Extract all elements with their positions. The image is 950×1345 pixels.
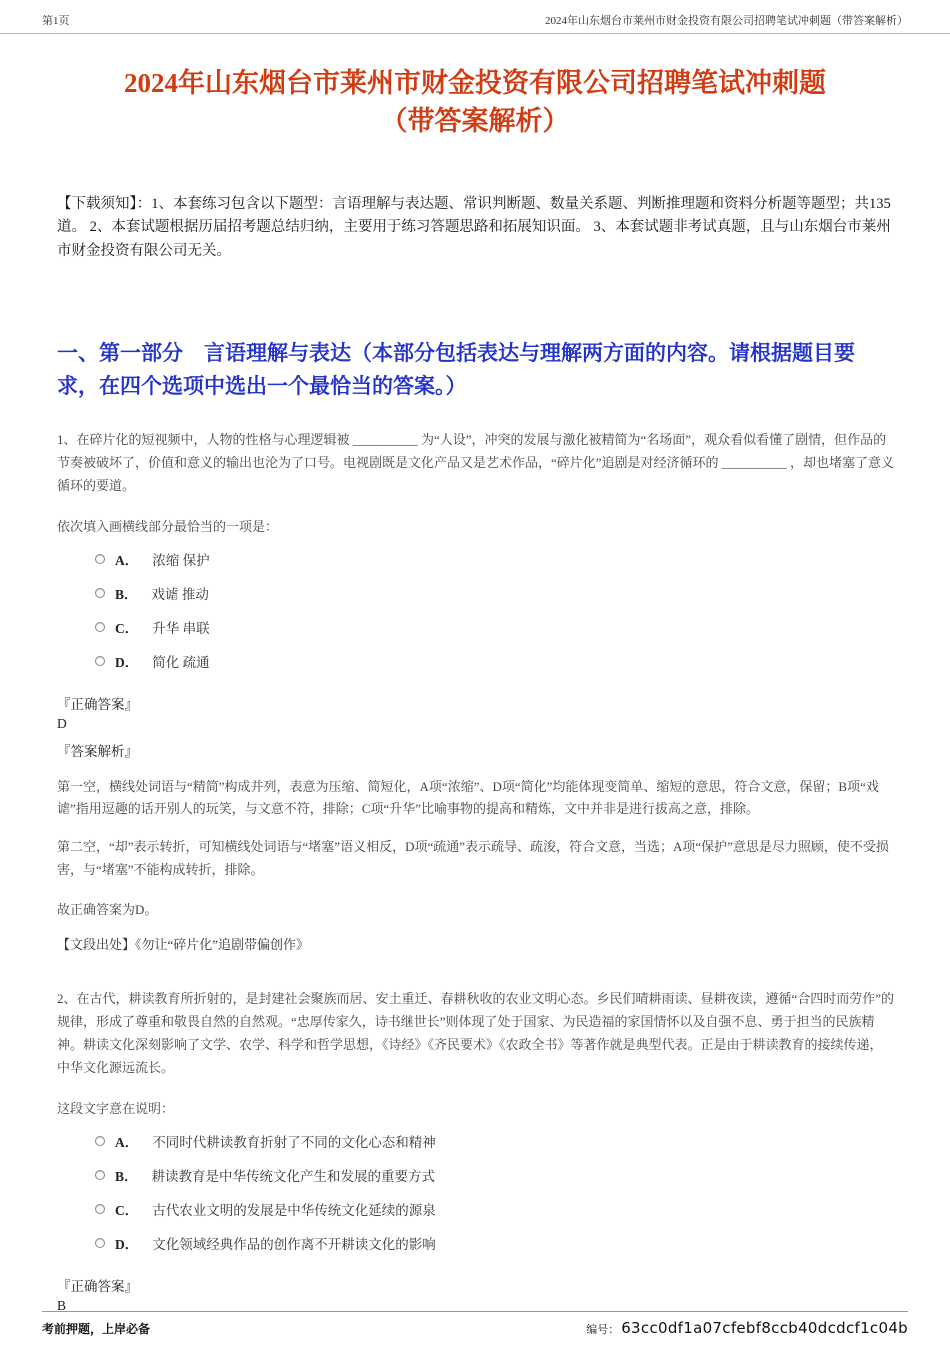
footer-code	[586, 1319, 908, 1337]
option-letter: B．	[115, 586, 138, 602]
question-prompt: 这段文字意在说明：	[57, 1100, 175, 1116]
option-row-a	[95, 549, 895, 569]
option-text: 古代农业文明的发展是中华传统文化延续的源泉	[152, 1202, 436, 1218]
radio-button[interactable]	[95, 622, 105, 632]
page-footer	[42, 1311, 908, 1337]
option-letter: A．	[115, 1134, 139, 1150]
section-heading: 一、第一部分 言语理解与表达（本部分包括表达与理解两方面的内容。请根据题目要求，在四个选项中选出一个最恰当的答案。）	[57, 341, 855, 398]
correct-answer-value: B	[57, 1297, 67, 1313]
option-letter: D．	[115, 654, 139, 670]
passage-source: 【文段出处】《勿让“碎片化”追剧带偏创作》	[57, 937, 310, 953]
header-doc-title: 2024年山东烟台市莱州市财金投资有限公司招聘笔试冲刺题（带答案解析）	[545, 15, 908, 27]
radio-button[interactable]	[95, 588, 105, 598]
option-row-d	[95, 651, 895, 671]
radio-button[interactable]	[95, 1170, 105, 1180]
option-text: 戏谑 推动	[151, 586, 209, 602]
analysis-paragraph: 第二空，“却”表示转折，可知横线处词语与“堵塞”语义相反，D项“疏通”表示疏导、疏浚，符合文意，当选；A项“保护”意思是尽力照顾，使不受损害，与“堵塞”不能构成转折，排除。	[57, 839, 889, 877]
footer-slogan: 考前押题，上岸必备	[42, 1322, 151, 1336]
option-row-b	[95, 583, 895, 603]
option-row-b	[95, 1165, 895, 1185]
option-row-c	[95, 1199, 895, 1219]
correct-answer-value: D	[57, 715, 67, 731]
option-text: 文化领域经典作品的创作离不开耕读文化的影响	[152, 1236, 436, 1252]
option-row-c	[95, 617, 895, 637]
option-text: 耕读教育是中华传统文化产生和发展的重要方式	[151, 1168, 436, 1184]
radio-button[interactable]	[95, 1136, 105, 1146]
option-letter: D．	[115, 1236, 139, 1252]
document-title	[60, 64, 890, 141]
radio-button[interactable]	[95, 1238, 105, 1248]
option-row-d	[95, 1233, 895, 1253]
document-title-line2: （带答案解析）	[380, 106, 570, 137]
option-letter: B．	[115, 1168, 138, 1184]
question-prompt: 依次填入画横线部分最恰当的一项是：	[57, 518, 279, 534]
option-text: 升华 串联	[152, 620, 210, 636]
option-letter: C．	[115, 1202, 139, 1218]
option-text: 简化 疏通	[152, 654, 210, 670]
option-text: 浓缩 保护	[152, 552, 210, 568]
download-notice: 【下载须知】：1、本套练习包含以下题型：言语理解与表达题、常识判断题、数量关系题、判断推理题和资料分析题等题型；共135道。 2、本套试题根据历届招考题总结归纳，主要用于练习答题思路和拓展知识面。 3、本套试题非考试真题，且与山东烟台市莱州市财金投资有限公司无关。	[57, 195, 891, 259]
question-stem: 1、在碎片化的短视频中，人物的性格与心理逻辑被 __________ 为“人设”，冲突的发展与激化被精简为“名场面”，观众看似看懂了剧情，但作品的节奏被破坏了，价值和意义的输出也沦为了口号。电视剧既是文化产品又是艺术作品，“碎片化”追剧是对经济循环的 __________ ，却也堵塞了意义循环的要道。	[57, 432, 895, 494]
footer-code-label: 编号：	[586, 1324, 620, 1336]
footer-code-value: 63cc0df1a07cfebf8ccb40dcdcf1c04b	[621, 1319, 908, 1337]
question-block-1	[57, 428, 895, 953]
options-list	[95, 1131, 895, 1253]
answer-analysis-label: 『答案解析』	[57, 743, 138, 759]
option-row-a	[95, 1131, 895, 1151]
radio-button[interactable]	[95, 1204, 105, 1214]
header-page-number: 第1页	[42, 15, 70, 27]
question-block-2	[57, 987, 895, 1314]
correct-answer-label: 『正确答案』	[57, 1278, 138, 1294]
option-text: 不同时代耕读教育折射了不同的文化心态和精神	[152, 1134, 436, 1150]
document-title-line1: 2024年山东烟台市莱州市财金投资有限公司招聘笔试冲刺题	[124, 68, 826, 98]
option-letter: A．	[115, 552, 139, 568]
options-list	[95, 549, 895, 671]
correct-answer-label: 『正确答案』	[57, 696, 138, 712]
analysis-paragraph: 第一空，横线处词语与“精简”构成并列，表意为压缩、简短化，A项“浓缩”、D项“简化”均能体现变简单、缩短的意思，符合文意，保留；B项“戏谑”指用逗趣的话开别人的玩笑，与文意不符，排除；C项“升华”比喻事物的提高和精炼，文中并非是进行拔高之意，排除。	[57, 778, 879, 816]
radio-button[interactable]	[95, 554, 105, 564]
option-letter: C．	[115, 620, 139, 636]
page-header	[0, 0, 950, 34]
radio-button[interactable]	[95, 656, 105, 666]
answer-conclusion: 故正确答案为D。	[57, 902, 158, 918]
question-stem: 2、在古代，耕读教育所折射的，是封建社会聚族而居、安土重迁、春耕秋收的农业文明心态。乡民们晴耕雨读、昼耕夜读，遵循“合四时而劳作”的规律，形成了尊重和敬畏自然的自然观。“忠厚传家久，诗书继世长”则体现了处于国家、为民造福的家国情怀以及自强不息、勇于担当的民族精神。耕读文化深刻影响了文学、农学、科学和哲学思想，《诗经》《齐民要术》《农政全书》等著作就是典型代表。正是由于耕读教育的接续传递，中华文化源远流长。	[57, 991, 895, 1076]
